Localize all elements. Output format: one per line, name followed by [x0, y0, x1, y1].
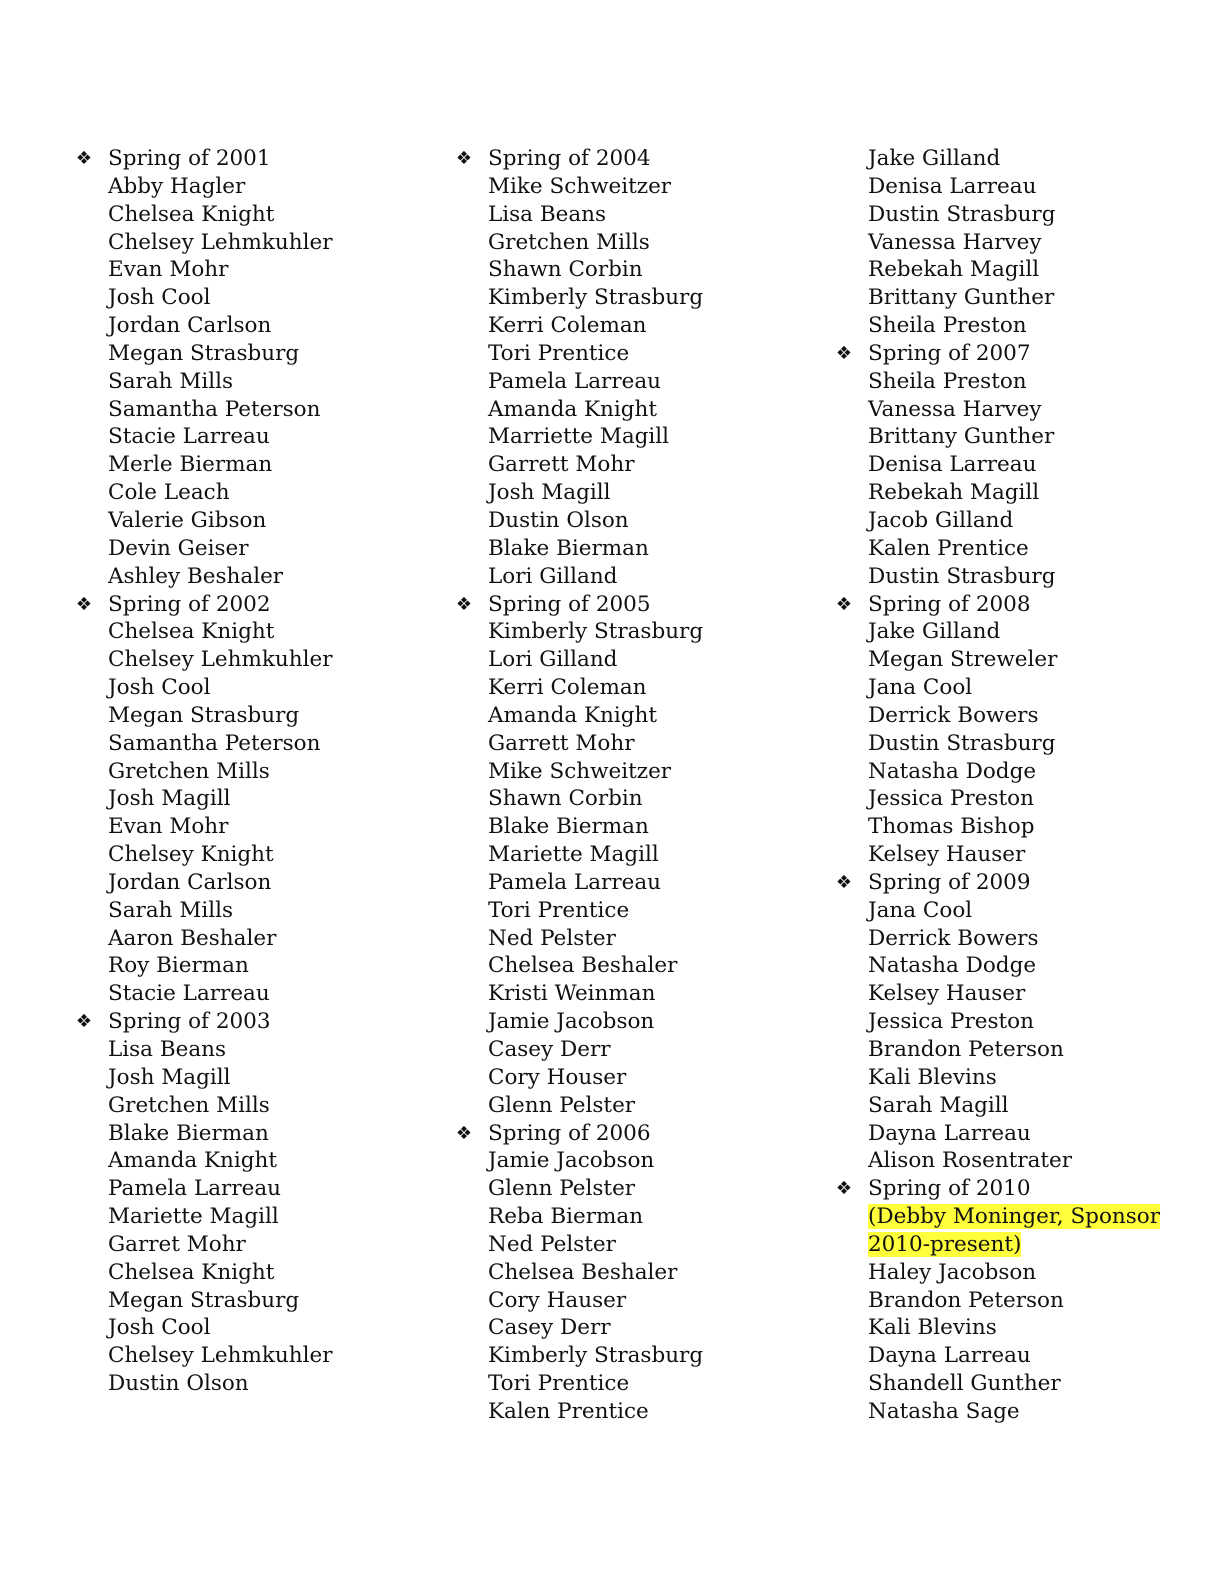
member-name [832, 980, 1192, 1008]
name-text: Evan Mohr [108, 814, 229, 840]
name-text: Shawn Corbin [488, 257, 643, 283]
member-name [832, 256, 1192, 284]
name-text: Megan Strasburg [108, 1287, 300, 1313]
name-text: Dustin Strasburg [868, 730, 1056, 756]
member-name [832, 1036, 1192, 1064]
member-name [72, 284, 432, 312]
member-name [72, 256, 432, 284]
name-text: Denisa Larreau [868, 452, 1037, 478]
name-text: Ned Pelster [488, 1231, 616, 1257]
member-name [832, 368, 1192, 396]
name-text: Sheila Preston [868, 368, 1027, 394]
member-name [452, 869, 812, 897]
name-text: Chelsea Knight [108, 201, 275, 227]
member-name [72, 702, 432, 730]
member-name [832, 730, 1192, 758]
name-text: Kalen Prentice [488, 1398, 649, 1424]
member-name [72, 1036, 432, 1064]
name-text: Megan Streweler [868, 647, 1058, 673]
name-text: Mike Schweitzer [488, 758, 672, 784]
member-name [452, 841, 812, 869]
heading-text: Spring of 2009 [868, 869, 1031, 895]
member-name [832, 1092, 1192, 1120]
semester-heading [452, 1120, 812, 1148]
sponsor-note [832, 1231, 1192, 1259]
name-text: Jacob Gilland [868, 507, 1014, 533]
name-text: Cole Leach [108, 480, 230, 506]
name-text: Devin Geiser [108, 535, 249, 561]
member-name [72, 618, 432, 646]
name-text: Kerri Coleman [488, 675, 647, 701]
name-text: Merle Bierman [108, 452, 273, 478]
member-name [832, 312, 1192, 340]
name-text: Rebekah Magill [868, 257, 1040, 283]
member-name [832, 925, 1192, 953]
heading-text: Spring of 2006 [488, 1120, 651, 1146]
name-text: Josh Magill [488, 480, 611, 506]
member-name [72, 785, 432, 813]
member-name [452, 423, 812, 451]
name-text: Megan Strasburg [108, 340, 300, 366]
member-name [452, 1259, 812, 1287]
note-text: 2010-present) [868, 1231, 1022, 1257]
name-text: Natasha Dodge [868, 953, 1037, 979]
member-name [452, 229, 812, 257]
diamond-bullet-icon: ❖ [455, 593, 473, 615]
member-name [452, 1008, 812, 1036]
member-name [832, 423, 1192, 451]
name-text: Stacie Larreau [108, 981, 270, 1007]
member-name [452, 1064, 812, 1092]
member-name [832, 201, 1192, 229]
member-name [72, 952, 432, 980]
name-text: Aaron Beshaler [108, 925, 277, 951]
member-name [832, 758, 1192, 786]
name-text: Blake Bierman [108, 1120, 269, 1146]
name-text: Josh Magill [108, 1064, 231, 1090]
member-name [452, 479, 812, 507]
member-name [452, 618, 812, 646]
member-name [452, 1287, 812, 1315]
name-text: Shandell Gunther [868, 1371, 1061, 1397]
member-name [452, 646, 812, 674]
name-text: Pamela Larreau [488, 368, 661, 394]
member-name [452, 312, 812, 340]
member-name [452, 256, 812, 284]
name-text: Megan Strasburg [108, 702, 300, 728]
name-text: Brittany Gunther [868, 424, 1055, 450]
member-name [832, 1342, 1192, 1370]
member-name [832, 145, 1192, 173]
name-text: Sarah Mills [108, 897, 234, 923]
name-text: Blake Bierman [488, 814, 649, 840]
heading-text: Spring of 2007 [868, 340, 1031, 366]
name-text: Sarah Magill [868, 1092, 1009, 1118]
name-text: Kristi Weinman [488, 981, 656, 1007]
name-text: Natasha Sage [868, 1398, 1020, 1424]
heading-text: Spring of 2003 [108, 1009, 271, 1035]
name-text: Gretchen Mills [108, 1092, 270, 1118]
name-text: Samantha Peterson [108, 730, 321, 756]
member-name [72, 674, 432, 702]
name-text: Thomas Bishop [868, 814, 1035, 840]
member-name [72, 368, 432, 396]
member-name [832, 451, 1192, 479]
name-text: Josh Cool [108, 675, 211, 701]
member-name [832, 507, 1192, 535]
diamond-bullet-icon: ❖ [75, 593, 93, 615]
name-text: Valerie Gibson [108, 507, 267, 533]
member-name [72, 758, 432, 786]
member-name [452, 702, 812, 730]
name-text: Shawn Corbin [488, 786, 643, 812]
name-text: Haley Jacobson [868, 1259, 1037, 1285]
name-text: Josh Cool [108, 1315, 211, 1341]
name-text: Kimberly Strasburg [488, 285, 704, 311]
member-name [72, 340, 432, 368]
name-text: Chelsey Knight [108, 842, 274, 868]
name-text: Brandon Peterson [868, 1287, 1064, 1313]
member-name [452, 173, 812, 201]
member-name [72, 1064, 432, 1092]
diamond-bullet-icon: ❖ [75, 148, 93, 169]
member-name [72, 1342, 432, 1370]
member-name [452, 1175, 812, 1203]
name-text: Lisa Beans [488, 201, 607, 227]
column-1 [72, 145, 432, 1398]
member-name [452, 1203, 812, 1231]
name-text: Alison Rosentrater [868, 1148, 1073, 1174]
name-text: Dustin Strasburg [868, 563, 1056, 589]
name-text: Denisa Larreau [868, 173, 1037, 199]
column-2 [452, 145, 812, 1426]
member-name [832, 1287, 1192, 1315]
member-name [452, 897, 812, 925]
member-name [72, 396, 432, 424]
member-name [72, 1175, 432, 1203]
name-text: Chelsea Beshaler [488, 953, 678, 979]
member-name [452, 925, 812, 953]
member-name [832, 674, 1192, 702]
member-name [832, 1314, 1192, 1342]
member-name [832, 1259, 1192, 1287]
semester-heading [452, 145, 812, 173]
member-name [72, 1231, 432, 1259]
member-name [452, 396, 812, 424]
name-text: Kelsey Hauser [868, 981, 1026, 1007]
name-text: Amanda Knight [108, 1148, 278, 1174]
name-text: Glenn Pelster [488, 1176, 636, 1202]
member-name [72, 1287, 432, 1315]
name-text: Dustin Olson [108, 1371, 249, 1397]
member-name [832, 1147, 1192, 1175]
name-text: Blake Bierman [488, 535, 649, 561]
name-text: Cory Hauser [488, 1287, 627, 1313]
name-text: Chelsey Lehmkuhler [108, 229, 333, 255]
semester-heading [72, 1008, 432, 1036]
name-text: Mariette Magill [108, 1204, 279, 1230]
member-name [832, 646, 1192, 674]
member-name [452, 451, 812, 479]
diamond-bullet-icon: ❖ [835, 871, 853, 893]
member-name [72, 479, 432, 507]
member-name [452, 1147, 812, 1175]
member-name [452, 952, 812, 980]
name-text: Vanessa Harvey [868, 396, 1042, 422]
member-name [832, 952, 1192, 980]
member-name [452, 507, 812, 535]
name-text: Kali Blevins [868, 1064, 997, 1090]
member-name [832, 813, 1192, 841]
member-name [72, 1147, 432, 1175]
diamond-bullet-icon: ❖ [75, 1011, 93, 1033]
name-text: Garret Mohr [108, 1231, 246, 1257]
semester-heading [72, 145, 432, 173]
name-text: Pamela Larreau [108, 1176, 281, 1202]
name-text: Sheila Preston [868, 313, 1027, 339]
heading-text: Spring of 2005 [488, 591, 651, 617]
member-name [72, 813, 432, 841]
member-name [832, 396, 1192, 424]
semester-heading [72, 591, 432, 619]
heading-text: Spring of 2004 [488, 146, 651, 171]
member-name [452, 535, 812, 563]
member-name [72, 423, 432, 451]
member-name [72, 201, 432, 229]
member-name [832, 841, 1192, 869]
name-text: Rebekah Magill [868, 480, 1040, 506]
member-name [72, 1259, 432, 1287]
member-name [832, 785, 1192, 813]
member-name [72, 897, 432, 925]
name-text: Mariette Magill [488, 842, 659, 868]
diamond-bullet-icon: ❖ [835, 1178, 853, 1200]
name-text: Dayna Larreau [868, 1343, 1031, 1369]
name-text: Cory Houser [488, 1064, 627, 1090]
name-text: Garrett Mohr [488, 452, 635, 478]
name-text: Lori Gilland [488, 647, 618, 673]
name-text: Jake Gilland [868, 619, 1001, 645]
member-name [452, 1231, 812, 1259]
name-text: Jake Gilland [868, 146, 1001, 171]
member-name [452, 1314, 812, 1342]
member-name [452, 1092, 812, 1120]
member-name [72, 507, 432, 535]
member-name [452, 340, 812, 368]
name-text: Pamela Larreau [488, 869, 661, 895]
name-text: Chelsea Beshaler [488, 1259, 678, 1285]
name-text: Dayna Larreau [868, 1120, 1031, 1146]
member-name [832, 173, 1192, 201]
name-text: Lori Gilland [488, 563, 618, 589]
member-name [72, 646, 432, 674]
member-name [452, 785, 812, 813]
member-name [832, 563, 1192, 591]
heading-text: Spring of 2010 [868, 1176, 1031, 1202]
member-name [452, 563, 812, 591]
member-name [72, 229, 432, 257]
member-name [72, 1314, 432, 1342]
name-text: Amanda Knight [488, 702, 658, 728]
member-name [72, 925, 432, 953]
name-text: Jessica Preston [868, 786, 1034, 812]
name-text: Tori Prentice [488, 897, 630, 923]
member-name [72, 1092, 432, 1120]
name-text: Ashley Beshaler [108, 563, 284, 589]
name-text: Casey Derr [488, 1315, 611, 1341]
name-text: Josh Magill [108, 786, 231, 812]
member-name [72, 173, 432, 201]
name-text: Evan Mohr [108, 257, 229, 283]
member-name [832, 897, 1192, 925]
member-name [832, 1370, 1192, 1398]
semester-heading [452, 591, 812, 619]
member-name [832, 1064, 1192, 1092]
name-text: Chelsea Knight [108, 1259, 275, 1285]
name-text: Roy Bierman [108, 953, 249, 979]
member-name [452, 980, 812, 1008]
member-name [832, 1398, 1192, 1426]
member-name [832, 618, 1192, 646]
name-text: Brandon Peterson [868, 1037, 1064, 1062]
member-name [72, 869, 432, 897]
name-text: Jamie Jacobson [488, 1148, 655, 1174]
member-name [452, 758, 812, 786]
member-name [452, 730, 812, 758]
member-name [832, 1008, 1192, 1036]
member-name [72, 1203, 432, 1231]
name-text: Kalen Prentice [868, 535, 1029, 561]
member-name [452, 368, 812, 396]
name-text: Vanessa Harvey [868, 229, 1042, 255]
member-name [452, 1342, 812, 1370]
column-3 [832, 145, 1192, 1426]
name-text: Gretchen Mills [108, 758, 270, 784]
semester-heading [832, 1175, 1192, 1203]
member-name [452, 1036, 812, 1064]
name-text: Abby Hagler [108, 173, 246, 199]
name-text: Jana Cool [868, 675, 973, 701]
name-text: Jamie Jacobson [488, 1009, 655, 1035]
name-text: Chelsey Lehmkuhler [108, 1343, 333, 1369]
diamond-bullet-icon: ❖ [835, 593, 853, 615]
member-name [72, 312, 432, 340]
name-text: Kerri Coleman [488, 313, 647, 339]
member-name [452, 201, 812, 229]
name-text: Glenn Pelster [488, 1092, 636, 1118]
name-text: Mike Schweitzer [488, 173, 672, 199]
member-name [832, 229, 1192, 257]
semester-heading [832, 869, 1192, 897]
name-text: Dustin Olson [488, 507, 629, 533]
member-name [72, 451, 432, 479]
diamond-bullet-icon: ❖ [835, 342, 853, 364]
name-text: Kali Blevins [868, 1315, 997, 1341]
member-name [72, 1370, 432, 1398]
sponsor-note [832, 1203, 1192, 1231]
name-text: Marriette Magill [488, 424, 670, 450]
diamond-bullet-icon: ❖ [455, 1122, 473, 1144]
member-name [832, 479, 1192, 507]
name-text: Dustin Strasburg [868, 201, 1056, 227]
member-name [452, 674, 812, 702]
heading-text: Spring of 2008 [868, 591, 1031, 617]
name-text: Stacie Larreau [108, 424, 270, 450]
name-text: Reba Bierman [488, 1204, 644, 1230]
name-text: Kelsey Hauser [868, 842, 1026, 868]
member-name [452, 1398, 812, 1426]
member-name [72, 841, 432, 869]
name-text: Jana Cool [868, 897, 973, 923]
heading-text: Spring of 2002 [108, 591, 271, 617]
member-name [832, 535, 1192, 563]
name-text: Kimberly Strasburg [488, 619, 704, 645]
name-text: Jessica Preston [868, 1009, 1034, 1035]
member-name [72, 563, 432, 591]
name-text: Chelsea Knight [108, 619, 275, 645]
name-text: Jordan Carlson [108, 869, 272, 895]
member-name [452, 1370, 812, 1398]
member-name [832, 1120, 1192, 1148]
diamond-bullet-icon: ❖ [455, 148, 473, 169]
member-name [72, 1120, 432, 1148]
semester-heading [832, 340, 1192, 368]
member-name [72, 730, 432, 758]
member-name [72, 980, 432, 1008]
member-name [72, 535, 432, 563]
member-name [452, 284, 812, 312]
name-text: Natasha Dodge [868, 758, 1037, 784]
member-name [452, 813, 812, 841]
name-text: Brittany Gunther [868, 285, 1055, 311]
name-text: Kimberly Strasburg [488, 1343, 704, 1369]
name-text: Samantha Peterson [108, 396, 321, 422]
name-text: Ned Pelster [488, 925, 616, 951]
member-name [832, 702, 1192, 730]
name-text: Derrick Bowers [868, 925, 1039, 951]
semester-heading [832, 591, 1192, 619]
name-text: Chelsey Lehmkuhler [108, 647, 333, 673]
name-text: Gretchen Mills [488, 229, 650, 255]
name-text: Jordan Carlson [108, 313, 272, 339]
name-text: Tori Prentice [488, 340, 630, 366]
name-text: Lisa Beans [108, 1037, 227, 1062]
heading-text: Spring of 2001 [108, 146, 271, 171]
note-text: (Debby Moninger, Sponsor [868, 1204, 1160, 1230]
name-text: Casey Derr [488, 1037, 611, 1062]
name-text: Derrick Bowers [868, 702, 1039, 728]
name-text: Sarah Mills [108, 368, 234, 394]
name-text: Tori Prentice [488, 1371, 630, 1397]
name-text: Josh Cool [108, 285, 211, 311]
member-name [832, 284, 1192, 312]
name-text: Amanda Knight [488, 396, 658, 422]
name-text: Garrett Mohr [488, 730, 635, 756]
